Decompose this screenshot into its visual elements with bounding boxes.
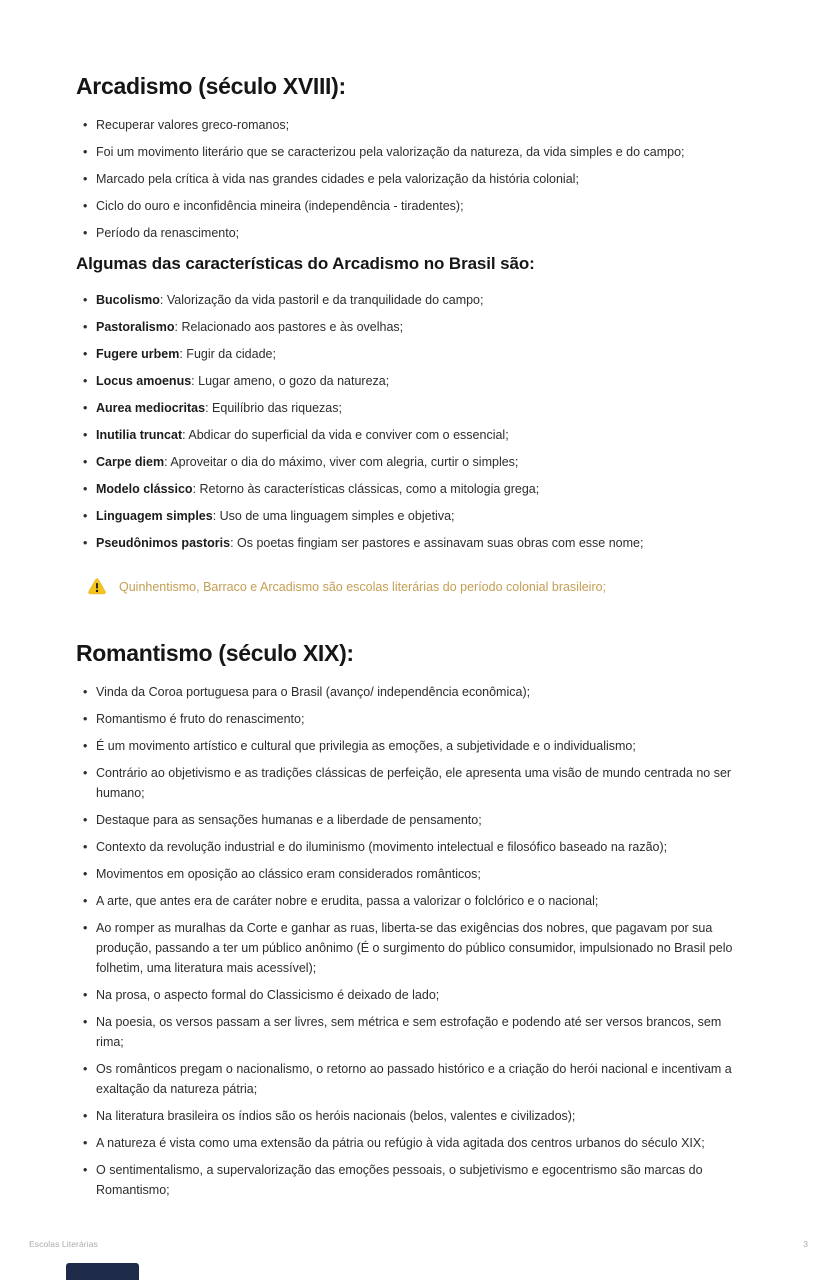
term-label: Linguagem simples [96, 509, 213, 523]
term-description: : Valorização da vida pastoril e da tranquilidade do campo; [159, 293, 484, 307]
list-item: • Na literatura brasileira os índios são os heróis nacionais (belos, valentes e civilizados); [76, 1106, 752, 1126]
term-description: : Aproveitar o dia do máximo, viver com alegria, curtir o simples; [164, 455, 519, 469]
list-item: • Marcado pela crítica à vida nas grandes cidades e pela valorização da história colonial; [76, 169, 752, 189]
term-label: Locus amoenus [96, 374, 192, 388]
term-description: : Relacionado aos pastores e às ovelhas; [174, 320, 404, 334]
list-item: • Ao romper as muralhas da Corte e ganhar as ruas, liberta-se das exigências dos nobres, que pagavam por sua produção, passando a ter um público anônimo (É o surgimento do público consumidor, impulsionado no Brasil pelo folhetim, uma literatura mais acessível); [76, 918, 752, 978]
list-item: • Movimentos em oposição ao clássico eram considerados românticos; [76, 864, 752, 884]
warning-icon [88, 578, 106, 595]
term-description: : Equilíbrio das riquezas; [205, 401, 342, 415]
list-item: • Os românticos pregam o nacionalismo, o retorno ao passado histórico e a criação do herói nacional e incentivam a exaltação da natureza pátria; [76, 1059, 752, 1099]
warning-callout [88, 577, 752, 597]
list-item [76, 452, 752, 472]
list-item: • Destaque para as sensações humanas e a liberdade de pensamento; [76, 810, 752, 830]
caracteristicas-list [76, 290, 752, 553]
term-label: Bucolismo [96, 293, 160, 307]
term-description: : Lugar ameno, o gozo da natureza; [191, 374, 390, 388]
list-item: • Na poesia, os versos passam a ser livres, sem métrica e sem estrofação e podendo até ser versos brancos, sem rima; [76, 1012, 752, 1052]
list-item: • Vinda da Coroa portuguesa para o Brasil (avanço/ independência econômica); [76, 682, 752, 702]
romantismo-list [76, 682, 752, 1200]
footer-page-number: 3 [803, 1239, 808, 1249]
list-item: • Contrário ao objetivismo e as tradições clássicas de perfeição, ele apresenta uma visão de mundo centrada no ser humano; [76, 763, 752, 803]
list-item: • A natureza é vista como uma extensão da pátria ou refúgio à vida agitada dos centros urbanos do século XIX; [76, 1133, 752, 1153]
list-item [76, 533, 752, 553]
term-label: Pastoralismo [96, 320, 175, 334]
document-page [76, 74, 752, 1207]
heading-arcadismo: Arcadismo (século XVIII): [76, 73, 346, 99]
list-item: • Ciclo do ouro e inconfidência mineira (independência - tiradentes); [76, 196, 752, 216]
footer-document-title: Escolas Literárias [29, 1239, 98, 1249]
term-label: Inutilia truncat [96, 428, 183, 442]
list-item: • Romantismo é fruto do renascimento; [76, 709, 752, 729]
heading-romantismo: Romantismo (século XIX): [76, 640, 354, 666]
list-item [76, 344, 752, 364]
arcadismo-list [76, 115, 752, 243]
list-item [76, 425, 752, 445]
next-page-edge [66, 1263, 139, 1280]
list-item [76, 290, 752, 310]
term-description: : Retorno às características clássicas, como a mitologia grega; [192, 482, 540, 496]
term-description: : Fugir da cidade; [179, 347, 276, 361]
list-item [76, 479, 752, 499]
list-item: • O sentimentalismo, a supervalorização das emoções pessoais, o subjetivismo e egocentrismo são marcas do Romantismo; [76, 1160, 752, 1200]
list-item [76, 317, 752, 337]
term-label: Fugere urbem [96, 347, 180, 361]
list-item: • A arte, que antes era de caráter nobre e erudita, passa a valorizar o folclórico e o nacional; [76, 891, 752, 911]
callout-text: Quinhentismo, Barraco e Arcadismo são escolas literárias do período colonial brasileiro; [119, 580, 607, 594]
list-item [76, 506, 752, 526]
term-description: : Uso de uma linguagem simples e objetiva; [212, 509, 455, 523]
list-item [76, 398, 752, 418]
term-label: Modelo clássico [96, 482, 193, 496]
list-item: • Recuperar valores greco-romanos; [76, 115, 752, 135]
term-label: Aurea mediocritas [96, 401, 206, 415]
list-item [76, 371, 752, 391]
list-item: • Período da renascimento; [76, 223, 752, 243]
term-label: Carpe diem [96, 455, 165, 469]
term-description: : Abdicar do superficial da vida e conviver com o essencial; [182, 428, 509, 442]
list-item: • Na prosa, o aspecto formal do Classicismo é deixado de lado; [76, 985, 752, 1005]
list-item: • Foi um movimento literário que se caracterizou pela valorização da natureza, da vida simples e do campo; [76, 142, 752, 162]
list-item: • Contexto da revolução industrial e do iluminismo (movimento intelectual e filosófico baseado na razão); [76, 837, 752, 857]
term-label: Pseudônimos pastoris [96, 536, 231, 550]
term-description: : Os poetas fingiam ser pastores e assinavam suas obras com esse nome; [230, 536, 644, 550]
heading-caracteristicas: Algumas das características do Arcadismo no Brasil são: [76, 254, 535, 273]
list-item: • É um movimento artístico e cultural que privilegia as emoções, a subjetividade e o individualismo; [76, 736, 752, 756]
